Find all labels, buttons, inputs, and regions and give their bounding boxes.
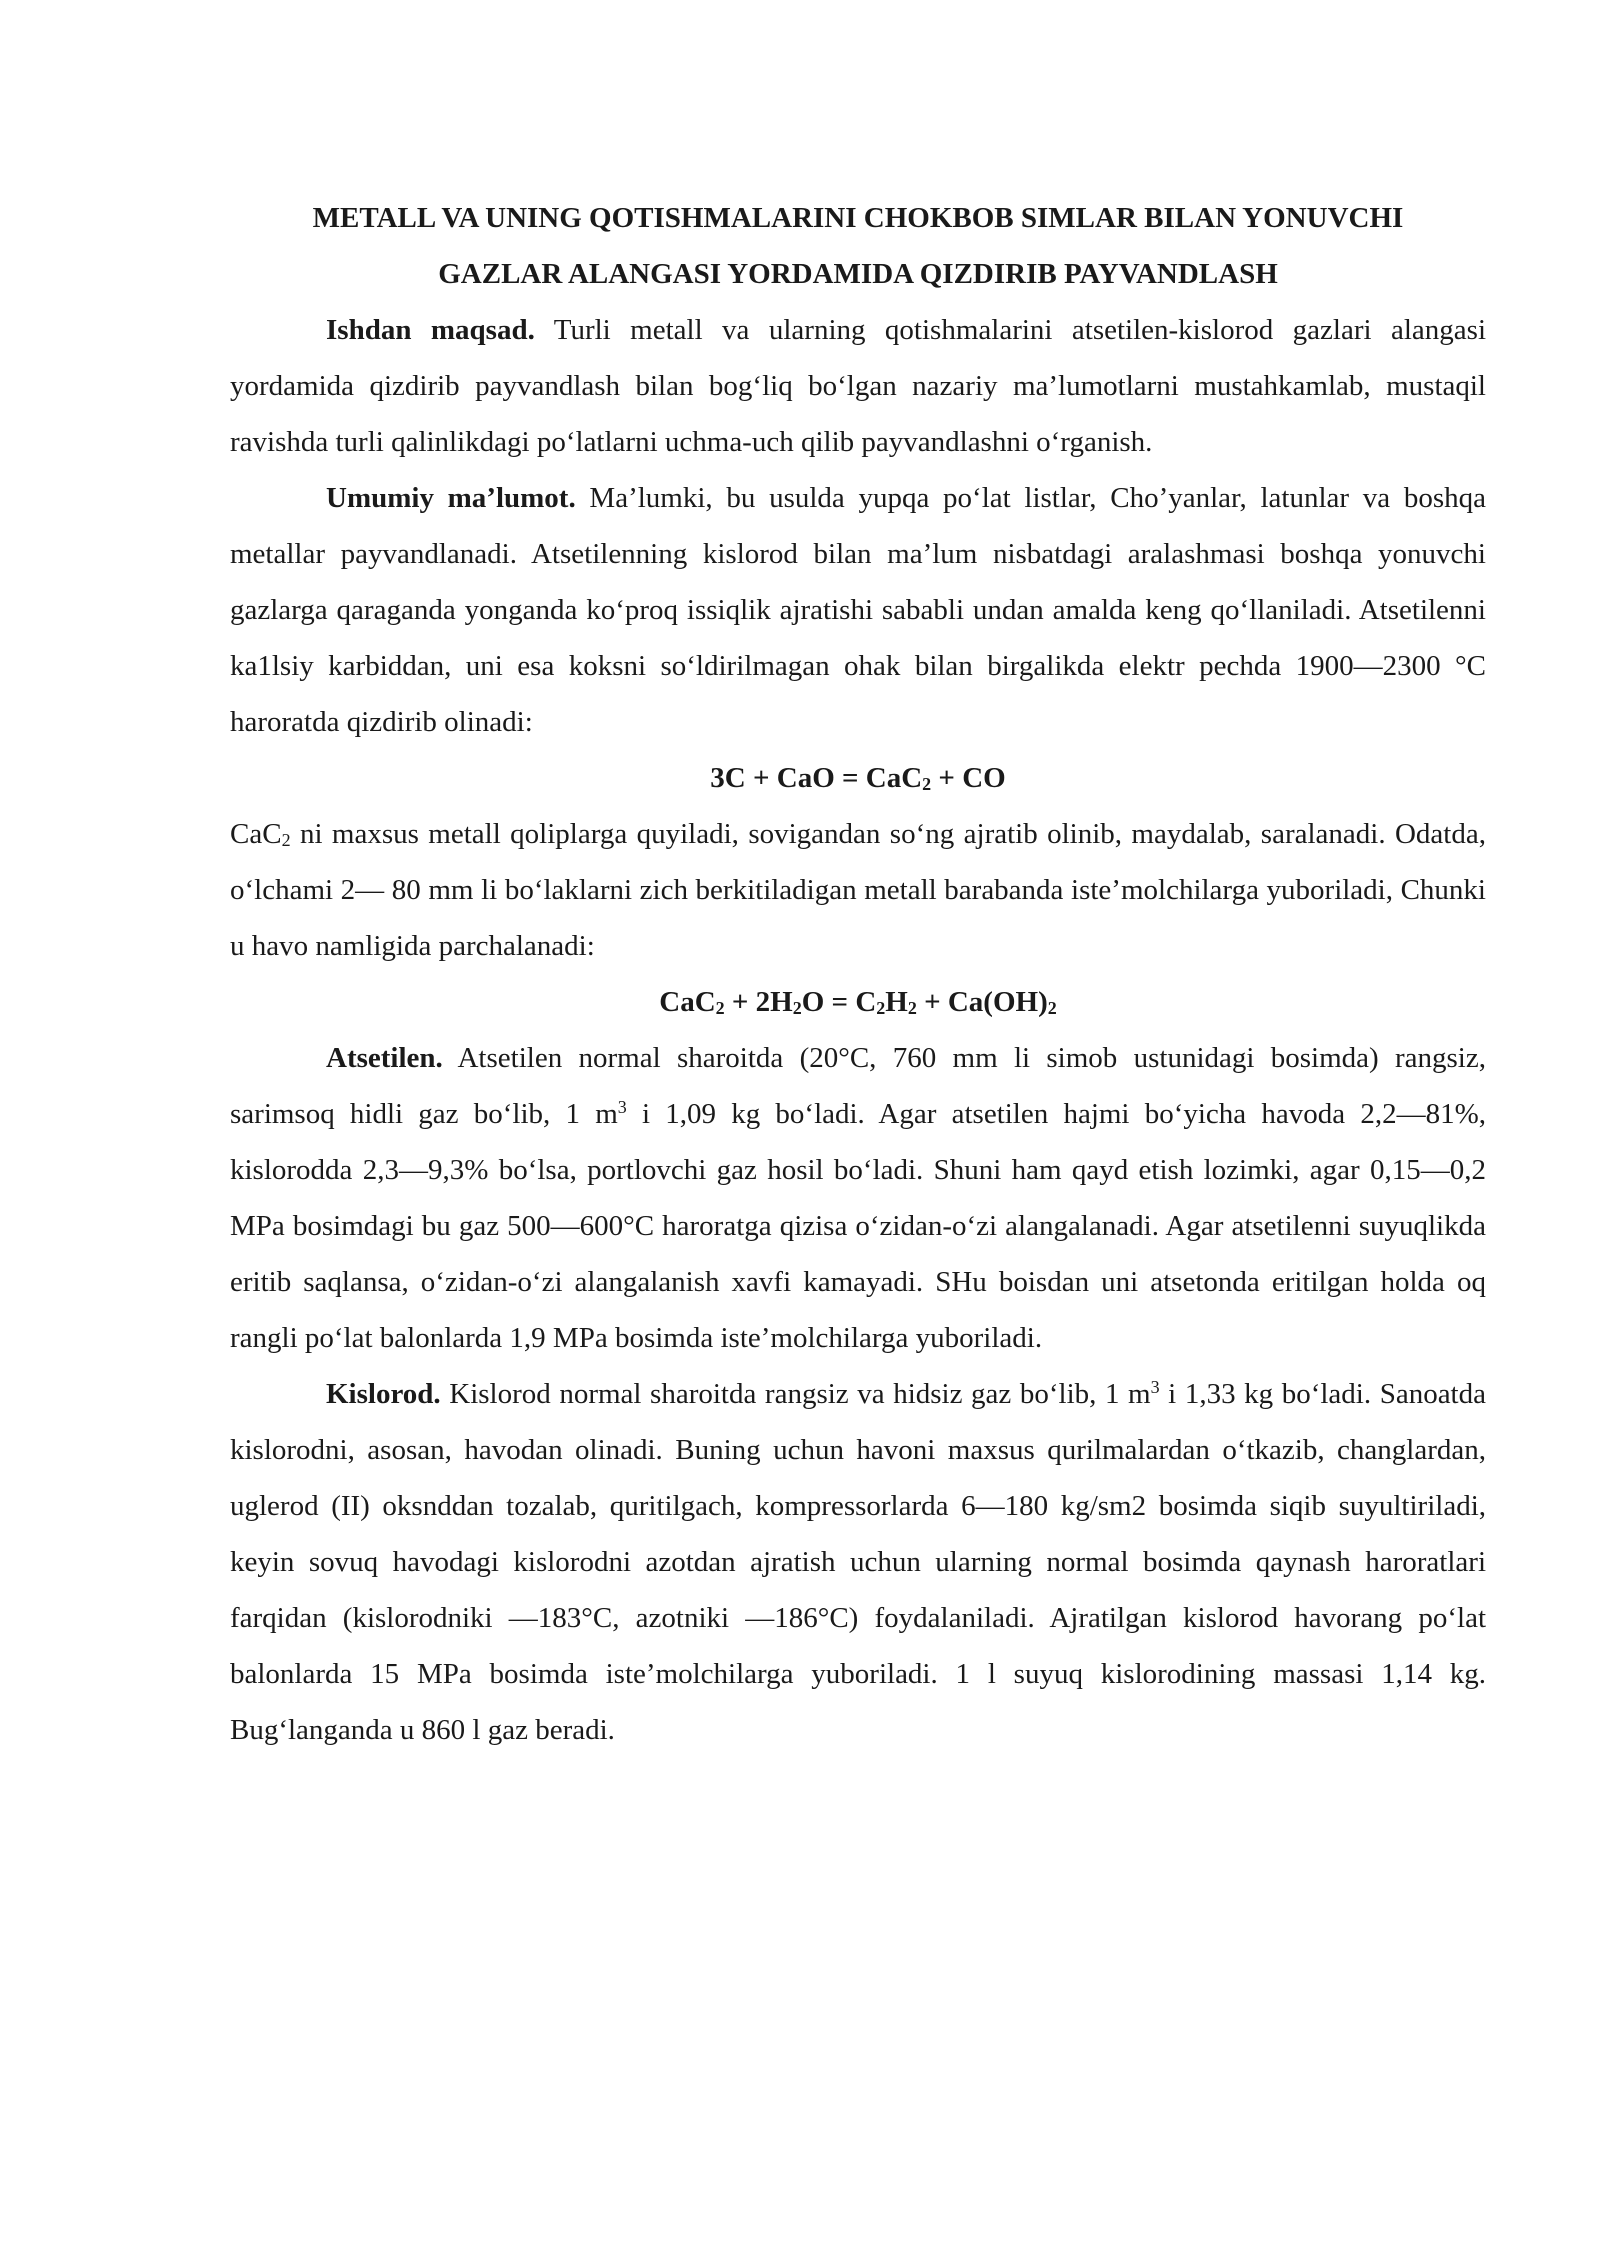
formula-acetylene-production (230, 974, 1486, 1030)
formula2-part: H (885, 986, 908, 1018)
formula2-subscript: 2 (715, 998, 725, 1018)
formula2-subscript: 2 (907, 998, 917, 1018)
text-acetylene-b: i 1,09 kg bo‘ladi. Agar atsetilen hajmi bo‘yicha havoda 2,2—81%, kislorodda 2,3—9,3% bo‘lsa, portlovchi gaz hosil bo‘ladi. Shuni ham qayd etish lozimki, agar 0,15—0,2 MPa bosimdagi bu gaz 500—600°C haroratga qizisa o‘zidan-o‘zi alangalanadi. Agar atsetilenni suyuqlikda eritib saqlansa, o‘zidan-o‘zi alangalanish xavfi kamayadi. SHu boisdan uni atsetonda eritilgan holda oq rangli po‘lat balonlarda 1,9 MPa bosimda iste’molchilarga yuboriladi. (230, 1098, 1486, 1354)
formula2-subscript: 2 (876, 998, 886, 1018)
document-title (230, 190, 1486, 302)
paragraph-aim (230, 302, 1486, 470)
heading-general: Umumiy ma’lumot. (326, 482, 576, 514)
heading-acetylene: Atsetilen. (326, 1042, 443, 1074)
title-line-2: GAZLAR ALANGASI YORDAMIDA QIZDIRIB PAYVANDLASH (438, 258, 1278, 290)
oxygen-superscript: 3 (1150, 1377, 1160, 1397)
paragraph-oxygen (230, 1366, 1486, 1758)
heading-aim: Ishdan maqsad. (326, 314, 535, 346)
paragraph-general (230, 470, 1486, 750)
heading-oxygen: Kislorod. (326, 1378, 441, 1410)
carbide-lead-subscript: 2 (281, 830, 291, 850)
text-aim: Turli metall va ularning qotishmalarini atsetilen-kislorod gazlari alangasi yordamida qizdirib payvandlash bilan bog‘liq bo‘lgan nazariy ma’lumotlarni mustahkamlab, mustaqil ravishda turli qalinlikdagi po‘latlarni uchma-uch qilib payvandlashni o‘rganish. (230, 314, 1487, 458)
formula2-subscript: 2 (792, 998, 802, 1018)
text-acetylene-a: Atsetilen normal sharoitda (20°C, 760 mm li simob ustunidagi bosimda) rangsiz, sarimsoq hidli gaz bo‘lib, 1 m (230, 1042, 1486, 1130)
formula2-part: + 2H (724, 986, 793, 1018)
formula-carbide-production (230, 750, 1486, 806)
formula2-part: O = C (801, 986, 877, 1018)
formula1-part: + CO (931, 762, 1006, 794)
formula1-subscript: 2 (922, 774, 932, 794)
text-general: Ma’lumki, bu usulda yupqa po‘lat listlar, Cho’yanlar, latunlar va boshqa metallar payvandlanadi. Atsetilenning kislorod bilan ma’lum nisbatdagi aralashmasi boshqa yonuvchi gazlarga qaraganda yonganda ko‘proq issiqlik ajratishi sababli undan amalda keng qo‘llaniladi. Atsetilenni ka1lsiy karbiddan, uni esa koksni so‘ldirilmagan ohak bilan birgalikda elektr pechda 1900—2300 °C haroratda qizdirib olinadi: (230, 482, 1486, 738)
paragraph-acetylene (230, 1030, 1486, 1366)
formula2-part: CaC (659, 986, 716, 1018)
text-oxygen-b: i 1,33 kg bo‘ladi. Sanoatda kislorodni, asosan, havodan olinadi. Buning uchun havoni maxsus qurilmalardan o‘tkazib, changlardan, uglerod (II) oksnddan tozalab, quritilgach, kompressorlarda 6—180 kg/sm2 bosimda siqib suyultiriladi, keyin sovuq havodagi kislorodni azotdan ajratish uchun ularning normal bosimda qaynash haroratlari farqidan (kislorodniki —183°C, azotniki —186°C) foydalaniladi. Ajratilgan kislorod havorang po‘lat balonlarda 15 MPa bosimda iste’molchilarga yuboriladi. 1 l suyuq kislorodining massasi 1,14 kg. Bug‘langanda u 860 l gaz beradi. (230, 1378, 1486, 1746)
title-line-1: METALL VA UNING QOTISHMALARINI CHOKBOB SIMLAR BILAN YONUVCHI (312, 202, 1404, 234)
document-page (230, 190, 1486, 1758)
formula1-part: 3C + CaO = CaC (710, 762, 923, 794)
text-oxygen-a: Kislorod normal sharoitda rangsiz va hidsiz gaz bo‘lib, 1 m (440, 1378, 1151, 1410)
formula2-subscript: 2 (1047, 998, 1057, 1018)
acetylene-superscript: 3 (617, 1097, 627, 1117)
carbide-lead: CaC (230, 818, 282, 850)
text-carbide: ni maxsus metall qoliplarga quyiladi, sovigandan so‘ng ajratib olinib, maydalab, saralanadi. Odatda, o‘lchami 2— 80 mm li bo‘laklarni zich berkitiladigan metall barabanda iste’molchilarga yuboriladi, Chunki u havo namligida parchalanadi: (230, 818, 1486, 962)
paragraph-carbide (230, 806, 1486, 974)
formula2-part: + Ca(OH) (916, 986, 1048, 1018)
